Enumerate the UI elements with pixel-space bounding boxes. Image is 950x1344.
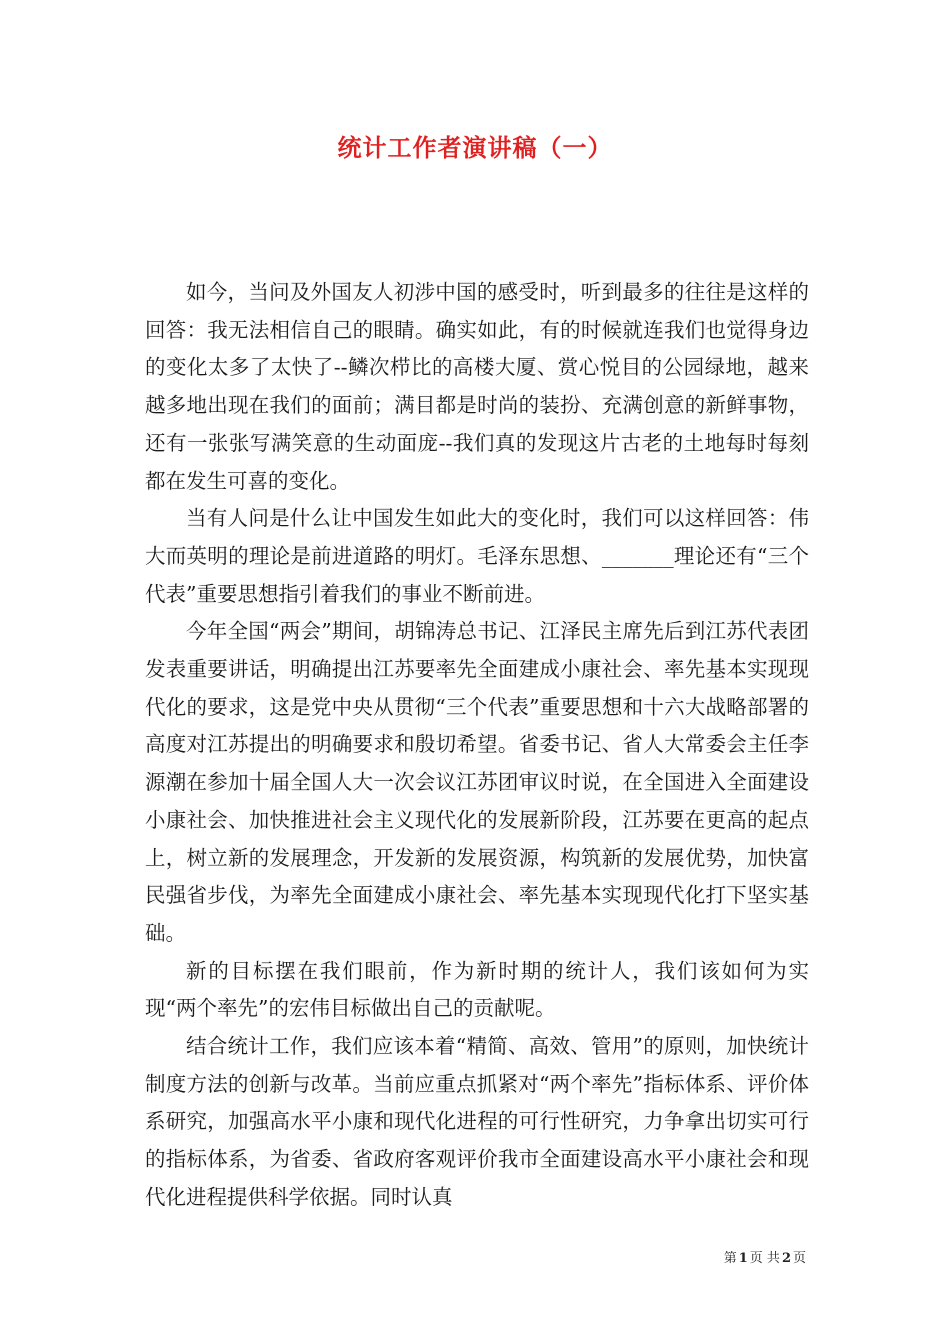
footer-prefix: 第 bbox=[723, 1251, 737, 1266]
paragraph-3: 今年全国“两会”期间，胡锦涛总书记、江泽民主席先后到江苏代表团发表重要讲话，明确提出江苏要率先全面建成小康社会、率先基本实现现代化的要求，这是党中央从贯彻“三个代表”重要思想和十六大战略部署的高度对江苏提出的明确要求和殷切希望。省委书记、省人大常委会主任李源潮在参加十届全国人大一次会议江苏团审议时说，在全国进入全面建设小康社会、加快推进社会主义现代化的发展新阶段，江苏要在更高的起点上，树立新的发展理念，开发新的发展资源，构筑新的发展优势，加快富民强省步伐，为率先全面建成小康社会、率先基本实现现代化打下坚实基础。 bbox=[145, 619, 809, 945]
document-body bbox=[145, 274, 809, 1217]
current-page-number: 1 bbox=[738, 1251, 748, 1266]
paragraph-4: 新的目标摆在我们眼前，作为新时期的统计人，我们该如何为实现“两个率先”的宏伟目标做出自己的贡献呢。 bbox=[145, 958, 809, 1021]
footer-middle: 页 共 bbox=[749, 1251, 780, 1266]
paragraph-2: 当有人问是什么让中国发生如此大的变化时，我们可以这样回答：伟大而英明的理论是前进道路的明灯。毛泽东思想、_______理论还有“三个代表”重要思想指引着我们的事业不断前进。 bbox=[145, 506, 809, 606]
paragraph-1: 如今，当问及外国友人初涉中国的感受时，听到最多的往往是这样的回答：我无法相信自己的眼睛。确实如此，有的时候就连我们也觉得身边的变化太多了太快了--鳞次栉比的高楼大厦、赏心悦目的公园绿地，越来越多地出现在我们的面前；满目都是时尚的装扮、充满创意的新鲜事物，还有一张张写满笑意的生动面庞--我们真的发现这片古老的土地每时每刻都在发生可喜的变化。 bbox=[145, 280, 809, 493]
footer-suffix: 页 bbox=[792, 1251, 806, 1266]
paragraph-5: 结合统计工作，我们应该本着“精简、高效、管用”的原则，加快统计制度方法的创新与改革。当前应重点抓紧对“两个率先”指标体系、评价体系研究，加强高水平小康和现代化进程的可行性研究，力争拿出切实可行的指标体系，为省委、省政府客观评价我市全面建设高水平小康社会和现代化进程提供科学依据。同时认真 bbox=[145, 1034, 809, 1209]
total-page-count: 2 bbox=[781, 1251, 791, 1266]
document-title: 统计工作者演讲稿（一） bbox=[337, 133, 613, 162]
page-footer bbox=[724, 1247, 806, 1266]
